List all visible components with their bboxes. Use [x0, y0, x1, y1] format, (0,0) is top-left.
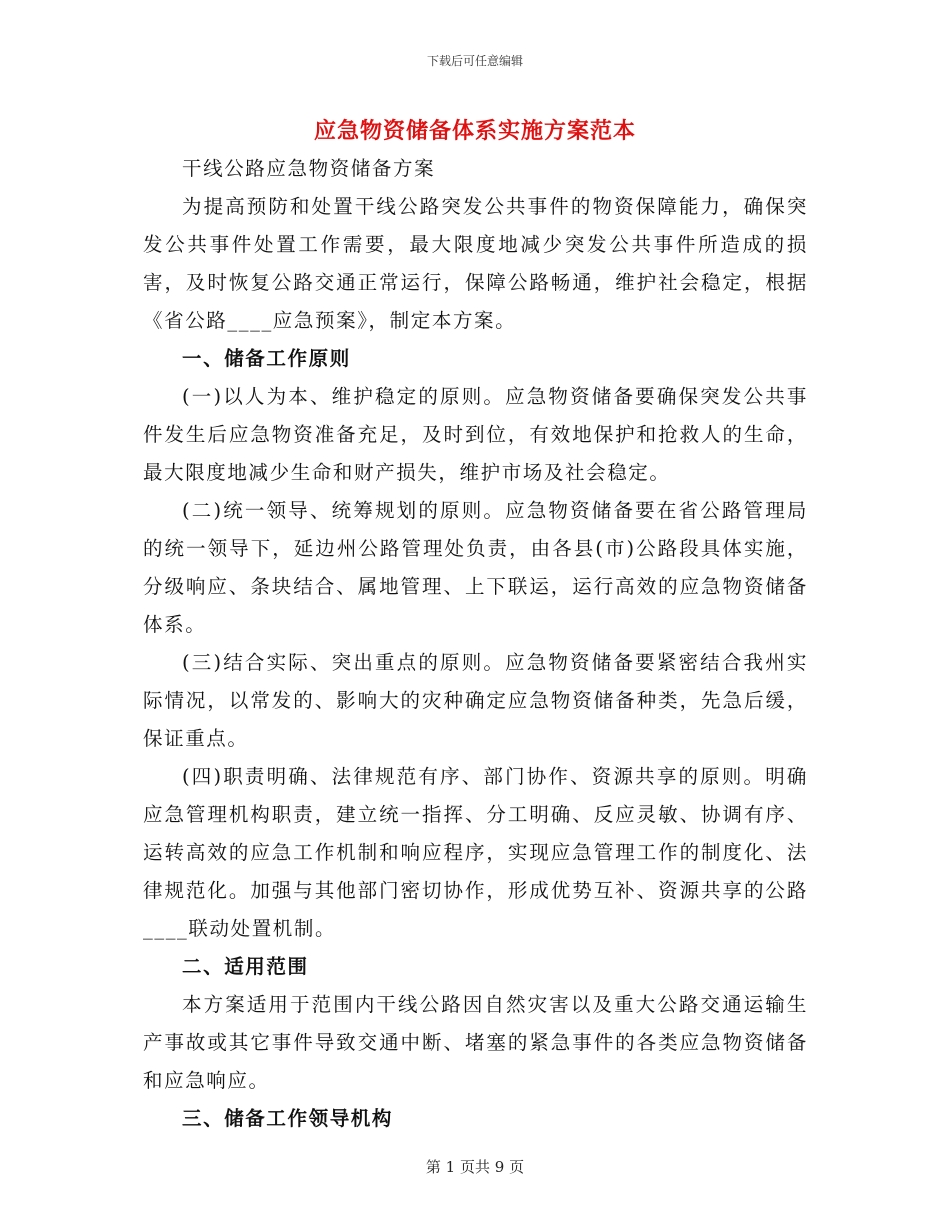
document-title: 应急物资储备体系实施方案范本	[313, 118, 636, 144]
principle-paragraph-2: (二)统一领导、统筹规划的原则。应急物资储备要在省公路管理局的统一领导下，延边州公路管理处负责，由各县(市)公路段具体实施，分级响应、条块结合、属地管理、上下联运，运行高效的应急物资储备体系。	[143, 499, 808, 636]
scope-paragraph: 本方案适用于范围内干线公路因自然灾害以及重大公路交通运输生产事故或其它事件导致交通中断、堵塞的紧急事件的各类应急物资储备和应急响应。	[143, 993, 808, 1092]
page-header-note: 下载后可任意编辑	[426, 54, 523, 68]
principle-paragraph-3: (三)结合实际、突出重点的原则。应急物资储备要紧密结合我州实际情况，以常发的、影响大的灾种确定应急物资储备种类，先急后缓，保证重点。	[143, 651, 808, 750]
section-heading-leadership: 三、储备工作领导机构	[182, 1107, 394, 1130]
principle-paragraph-1: (一)以人为本、维护稳定的原则。应急物资储备要确保突发公共事件发生后应急物资准备充足，及时到位，有效地保护和抢救人的生命，最大限度地减少生命和财产损失，维护市场及社会稳定。	[143, 385, 808, 484]
principle-paragraph-4: (四)职责明确、法律规范有序、部门协作、资源共享的原则。明确应急管理机构职责，建立统一指挥、分工明确、反应灵敏、协调有序、运转高效的应急工作机制和响应程序，实现应急管理工作的制度化、法律规范化。加强与其他部门密切协作，形成优势互补、资源共享的公路____联动处置机制。	[143, 765, 808, 940]
intro-paragraph: 为提高预防和处置干线公路突发公共事件的物资保障能力，确保突发公共事件处置工作需要，最大限度地减少突发公共事件所造成的损害，及时恢复公路交通正常运行，保障公路畅通，维护社会稳定，根据《省公路____应急预案》，制定本方案。	[143, 195, 808, 332]
document-body	[143, 150, 808, 1138]
subtitle-paragraph: 干线公路应急物资储备方案	[182, 157, 436, 180]
page-footer: 第 1 页共 9 页	[425, 1158, 525, 1176]
section-heading-scope: 二、适用范围	[182, 955, 309, 978]
section-heading-principles: 一、储备工作原则	[182, 347, 351, 370]
